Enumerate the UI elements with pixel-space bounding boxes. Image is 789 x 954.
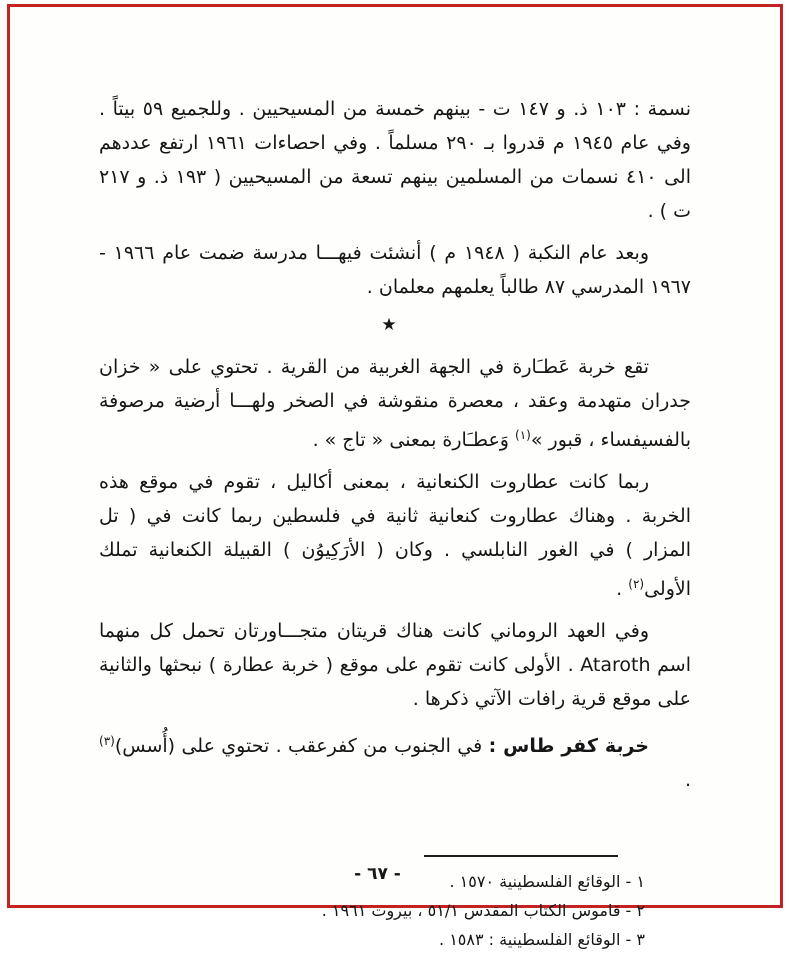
footnote-ref-2: (٢) — [628, 577, 645, 591]
khirbet-kafr-tas-tail: . — [684, 769, 691, 791]
paragraph-khirbet-kafr-tas — [99, 724, 691, 797]
paragraph-khirbet-atara — [99, 350, 691, 457]
khirbet-kafr-tas-text: في الجنوب من كفرعقب . تحتوي على (أُسس) — [114, 735, 489, 757]
paragraph-khirbet-atara-text: تقع خربة عَطـَارة في الجهة الغربية من القرية . تحتوي على « خزان جدران متهدمة وعقد ، معصرة منقوشة في الصخر ولهـــا أرضية مرصوفة بالفسيفساء ، قبور » — [99, 356, 691, 451]
star-separator-icon: ★ — [381, 315, 397, 335]
paragraph-school-after-nakba: وبعد عام النكبة ( ١٩٤٨ م ) أنشئت فيهـــا مدرسة ضمت عام ١٩٦٦ - ١٩٦٧ المدرسي ٨٧ طالباً يعلمهم معلمان . — [99, 242, 691, 298]
paragraph-canaanite-ataroth-text: ربما كانت عطاروت الكنعانية ، بمعنى أكاليل ، تقوم في موقع هذه الخربة . وهناك عطاروت كنعانية ثانية في فلسطين ربما كانت في ( تل المزار ) في الغور النابلسي . وكان ( الأرَكِيوُن ) القبيلة الكنعانية تملك الأولى — [99, 471, 691, 600]
paragraph-khirbet-atara-tail: وَعطـَارة بمعنى « تاج » . — [312, 429, 516, 451]
footnote-divider — [424, 855, 618, 857]
paragraph-population-stats: نسمة : ١٠٣ ذ. و ١٤٧ ت - بينهم خمسة من المسيحيين . وللجميع ٥٩ بيتاً . وفي عام ١٩٤٥ م قدروا بـ ٢٩٠ مسلماً . وفي احصاءات ١٩٦١ ارتفع عددهم الى ٤١٠ نسمات من المسلمين بينهم تسعة من المسيحيين ( ١٩٣ ذ. و ٢١٧ ت ) . — [99, 98, 691, 222]
page-number: - ٦٧ - — [354, 864, 401, 884]
text-block — [99, 92, 691, 954]
khirbet-kafr-tas-heading: خربة كفر طاس : — [488, 735, 649, 757]
paragraph-roman-era-villages: وفي العهد الروماني كانت هناك قريتان متجـــاورتان تحمل كل منهما اسم Ataroth . الأولى كانت تقوم على موقع ( خربة عطارة ) نبحثها والثانية على موقع قرية رافات الآتي ذكرها . — [99, 620, 691, 710]
footnote-ref-3: (٣) — [99, 734, 115, 748]
footnote-3: ٣ - الوقائع الفلسطينية : ١٥٨٣ . — [439, 930, 645, 949]
footnote-1: ١ - الوقائع الفلسطينية ١٥٧٠ . — [449, 872, 645, 891]
paragraph-canaanite-ataroth-tail: . — [616, 578, 629, 600]
paragraph-canaanite-ataroth — [99, 465, 691, 606]
footnote-ref-1: (١) — [515, 428, 531, 442]
footnote-2: ٢ - قاموس الكتاب المقدس ٥١/١ ، بيروت ١٩٦١ . — [321, 901, 645, 920]
